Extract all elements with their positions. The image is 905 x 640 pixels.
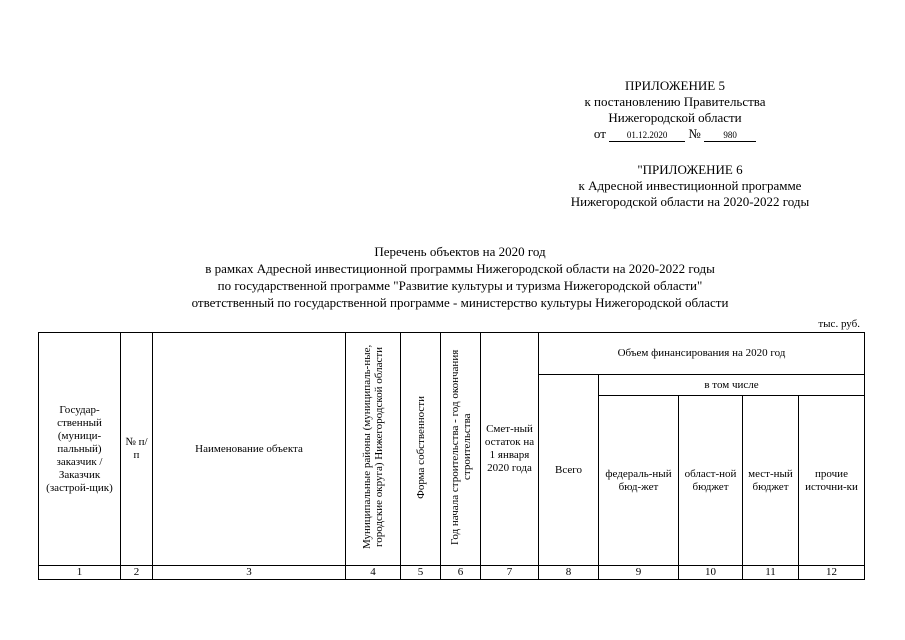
header-local: мест-ный бюджет <box>743 396 799 566</box>
column-number: 5 <box>401 566 441 580</box>
decree-date: 01.12.2020 <box>609 130 685 142</box>
header-object-name: Наименование объекта <box>153 333 346 566</box>
header-municipality <box>346 333 401 566</box>
column-number: 2 <box>121 566 153 580</box>
column-number: 8 <box>539 566 599 580</box>
header-ownership <box>401 333 441 566</box>
header-years <box>441 333 481 566</box>
decree-number: 980 <box>704 130 756 142</box>
column-number: 4 <box>346 566 401 580</box>
unit-label: тыс. руб. <box>818 318 860 330</box>
header-municipality-text: Муниципальные районы (муниципаль-ные, городские округа) Нижегородской области <box>361 344 385 550</box>
heading-line-2: в рамках Адресной инвестиционной программы Нижегородской области на 2020-2022 годы <box>205 261 715 276</box>
appendix-5-block <box>540 78 810 142</box>
heading-line-3: по государственной программе "Развитие культуры и туризма Нижегородской области" <box>217 278 703 293</box>
column-number: 10 <box>679 566 743 580</box>
appendix-6-block <box>540 162 840 210</box>
header-including: в том числе <box>599 375 865 396</box>
header-ownership-text: Форма собственности <box>414 395 427 499</box>
header-remaining: Смет-ный остаток на 1 января 2020 года <box>481 333 539 566</box>
header-years-text: Год начала строительства - год окончания строительства <box>448 349 473 545</box>
column-number: 1 <box>39 566 121 580</box>
appendix-5-title: ПРИЛОЖЕНИЕ 5 <box>625 78 725 93</box>
objects-table <box>38 332 865 580</box>
header-total: Всего <box>539 375 599 566</box>
appendix-6-line-2: Нижегородской области на 2020-2022 годы <box>570 194 810 209</box>
column-number: 9 <box>599 566 679 580</box>
appendix-6-title: "ПРИЛОЖЕНИЕ 6 <box>637 162 743 177</box>
column-number: 12 <box>799 566 865 580</box>
header-funding-group: Объем финансирования на 2020 год <box>539 333 865 375</box>
appendix-6-line-1: к Адресной инвестиционной программе <box>578 178 802 193</box>
header-number: № п/п <box>121 333 153 566</box>
column-number-row <box>39 566 865 580</box>
appendix-5-line-2: Нижегородской области <box>608 110 742 125</box>
column-number: 6 <box>441 566 481 580</box>
column-number: 3 <box>153 566 346 580</box>
column-number: 7 <box>481 566 539 580</box>
header-other: прочие источни-ки <box>799 396 865 566</box>
document-heading <box>100 243 820 311</box>
header-customer: Государ-ственный (муници-пальный) заказчик / Заказчик (застрой-щик) <box>39 333 121 566</box>
heading-line-1: Перечень объектов на 2020 год <box>374 244 546 259</box>
column-number: 11 <box>743 566 799 580</box>
header-regional: област-ной бюджет <box>679 396 743 566</box>
from-label: от <box>593 126 606 141</box>
appendix-5-line-1: к постановлению Правительства <box>584 94 766 109</box>
header-federal: федераль-ный бюд-жет <box>599 396 679 566</box>
appendix-5-date-line <box>540 126 810 142</box>
number-label: № <box>688 126 701 141</box>
heading-line-4: ответственный по государственной программе - министерство культуры Нижегородской области <box>191 295 729 310</box>
